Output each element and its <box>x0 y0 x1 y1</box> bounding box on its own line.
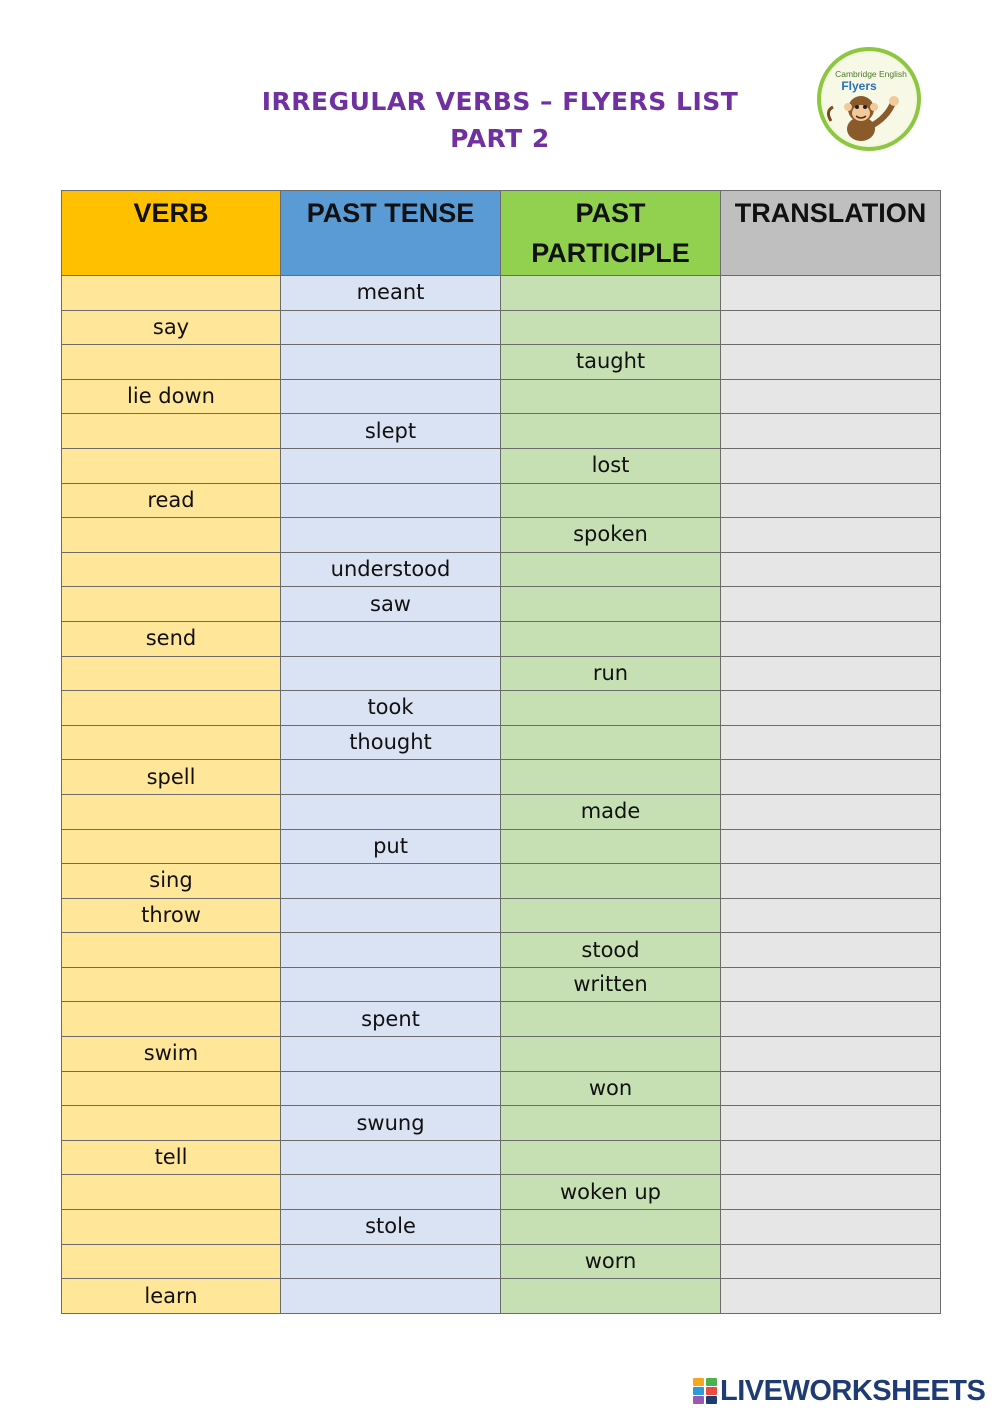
verb-cell[interactable] <box>62 1071 281 1106</box>
past-participle-cell[interactable] <box>501 725 721 760</box>
past-tense-cell: stole <box>281 1210 501 1245</box>
translation-cell[interactable] <box>721 621 941 656</box>
past-participle-cell[interactable] <box>501 691 721 726</box>
table-row <box>62 933 941 968</box>
past-tense-cell[interactable] <box>281 1279 501 1314</box>
table-row <box>62 1071 941 1106</box>
verb-cell[interactable] <box>62 829 281 864</box>
verb-cell[interactable] <box>62 552 281 587</box>
verb-cell[interactable] <box>62 414 281 449</box>
brand-name: LIVEWORKSHEETS <box>720 1375 986 1407</box>
translation-cell[interactable] <box>721 518 941 553</box>
table-row <box>62 829 941 864</box>
verb-cell[interactable] <box>62 345 281 380</box>
past-tense-cell[interactable] <box>281 448 501 483</box>
past-tense-cell[interactable] <box>281 933 501 968</box>
table-row <box>62 967 941 1002</box>
table-row <box>62 1279 941 1314</box>
verb-cell[interactable] <box>62 1175 281 1210</box>
table-header-row <box>62 191 941 276</box>
translation-cell[interactable] <box>721 1037 941 1072</box>
past-tense-cell[interactable] <box>281 379 501 414</box>
table-row <box>62 898 941 933</box>
verb-cell[interactable] <box>62 725 281 760</box>
table-row <box>62 1037 941 1072</box>
table-row <box>62 310 941 345</box>
verb-cell[interactable] <box>62 794 281 829</box>
translation-cell[interactable] <box>721 276 941 311</box>
verb-cell[interactable] <box>62 1002 281 1037</box>
past-participle-cell: made <box>501 794 721 829</box>
verb-cell[interactable] <box>62 587 281 622</box>
past-participle-cell[interactable] <box>501 1106 721 1141</box>
table-row <box>62 1140 941 1175</box>
past-participle-cell: worn <box>501 1244 721 1279</box>
monkey-icon <box>821 51 917 147</box>
translation-cell[interactable] <box>721 345 941 380</box>
past-tense-cell[interactable] <box>281 794 501 829</box>
past-participle-cell[interactable] <box>501 414 721 449</box>
translation-cell[interactable] <box>721 794 941 829</box>
header-past-tense: PAST TENSE <box>281 191 501 276</box>
verb-cell[interactable] <box>62 691 281 726</box>
verb-cell[interactable] <box>62 448 281 483</box>
table-row <box>62 1210 941 1245</box>
header-past-participle-line2: PARTICIPLE <box>531 238 690 268</box>
translation-cell[interactable] <box>721 552 941 587</box>
liveworksheets-brand <box>693 1376 985 1406</box>
liveworksheets-logo-icon <box>693 1378 717 1404</box>
translation-cell[interactable] <box>721 1210 941 1245</box>
verb-cell: throw <box>62 898 281 933</box>
verb-cell[interactable] <box>62 1244 281 1279</box>
verb-cell[interactable] <box>62 656 281 691</box>
verb-cell[interactable] <box>62 967 281 1002</box>
cambridge-flyers-logo <box>817 47 921 151</box>
translation-cell[interactable] <box>721 1106 941 1141</box>
past-participle-cell[interactable] <box>501 1279 721 1314</box>
table-row <box>62 656 941 691</box>
past-participle-cell[interactable] <box>501 276 721 311</box>
irregular-verbs-table <box>61 190 941 1314</box>
past-tense-cell: understood <box>281 552 501 587</box>
past-participle-cell: woken up <box>501 1175 721 1210</box>
past-participle-cell[interactable] <box>501 829 721 864</box>
translation-cell[interactable] <box>721 414 941 449</box>
past-participle-cell[interactable] <box>501 310 721 345</box>
verb-cell: spell <box>62 760 281 795</box>
past-tense-cell[interactable] <box>281 483 501 518</box>
translation-cell[interactable] <box>721 933 941 968</box>
past-tense-cell[interactable] <box>281 621 501 656</box>
translation-cell[interactable] <box>721 1071 941 1106</box>
table-row <box>62 621 941 656</box>
translation-cell[interactable] <box>721 829 941 864</box>
verb-cell[interactable] <box>62 1106 281 1141</box>
translation-cell[interactable] <box>721 691 941 726</box>
translation-cell[interactable] <box>721 967 941 1002</box>
verb-cell: swim <box>62 1037 281 1072</box>
past-participle-cell[interactable] <box>501 760 721 795</box>
translation-cell[interactable] <box>721 310 941 345</box>
table-row <box>62 518 941 553</box>
past-participle-cell: taught <box>501 345 721 380</box>
past-participle-cell: won <box>501 1071 721 1106</box>
verb-cell[interactable] <box>62 518 281 553</box>
past-participle-cell[interactable] <box>501 1037 721 1072</box>
past-tense-cell: spent <box>281 1002 501 1037</box>
past-tense-cell: swung <box>281 1106 501 1141</box>
verb-cell: send <box>62 621 281 656</box>
header-past-participle <box>501 191 721 276</box>
table-row <box>62 483 941 518</box>
past-participle-cell[interactable] <box>501 379 721 414</box>
past-participle-cell[interactable] <box>501 864 721 899</box>
verb-cell: lie down <box>62 379 281 414</box>
translation-cell[interactable] <box>721 725 941 760</box>
translation-cell[interactable] <box>721 379 941 414</box>
translation-cell[interactable] <box>721 1140 941 1175</box>
translation-cell[interactable] <box>721 483 941 518</box>
table-row <box>62 1002 941 1037</box>
table-row <box>62 864 941 899</box>
table-body <box>62 276 941 1314</box>
translation-cell[interactable] <box>721 1002 941 1037</box>
table-row <box>62 345 941 380</box>
verb-cell: sing <box>62 864 281 899</box>
translation-cell[interactable] <box>721 1175 941 1210</box>
header-past-participle-line1: PAST <box>575 198 646 228</box>
translation-cell[interactable] <box>721 898 941 933</box>
verb-cell: tell <box>62 1140 281 1175</box>
table-row <box>62 448 941 483</box>
table-row <box>62 587 941 622</box>
table-row <box>62 794 941 829</box>
past-tense-cell[interactable] <box>281 1037 501 1072</box>
past-tense-cell[interactable] <box>281 656 501 691</box>
past-tense-cell[interactable] <box>281 310 501 345</box>
table-row <box>62 725 941 760</box>
past-tense-cell: thought <box>281 725 501 760</box>
past-tense-cell: took <box>281 691 501 726</box>
table-row <box>62 760 941 795</box>
past-tense-cell[interactable] <box>281 1140 501 1175</box>
translation-cell[interactable] <box>721 448 941 483</box>
table-row <box>62 691 941 726</box>
past-participle-cell[interactable] <box>501 587 721 622</box>
past-participle-cell: run <box>501 656 721 691</box>
past-participle-cell[interactable] <box>501 1210 721 1245</box>
past-tense-cell: slept <box>281 414 501 449</box>
past-participle-cell[interactable] <box>501 898 721 933</box>
past-tense-cell: put <box>281 829 501 864</box>
translation-cell[interactable] <box>721 587 941 622</box>
translation-cell[interactable] <box>721 1244 941 1279</box>
verb-cell[interactable] <box>62 933 281 968</box>
verb-cell: say <box>62 310 281 345</box>
past-participle-cell[interactable] <box>501 552 721 587</box>
logo-text-line1: Cambridge English <box>835 69 907 79</box>
past-tense-cell[interactable] <box>281 345 501 380</box>
past-tense-cell[interactable] <box>281 864 501 899</box>
table-row <box>62 414 941 449</box>
table-row <box>62 1175 941 1210</box>
header-translation: TRANSLATION <box>721 191 941 276</box>
verb-cell: learn <box>62 1279 281 1314</box>
translation-cell[interactable] <box>721 760 941 795</box>
past-tense-cell[interactable] <box>281 1175 501 1210</box>
past-participle-cell: written <box>501 967 721 1002</box>
past-tense-cell[interactable] <box>281 518 501 553</box>
past-tense-cell[interactable] <box>281 1244 501 1279</box>
past-participle-cell[interactable] <box>501 621 721 656</box>
past-tense-cell[interactable] <box>281 760 501 795</box>
page-subtitle: PART 2 <box>450 124 550 153</box>
header-verb: VERB <box>62 191 281 276</box>
past-tense-cell: meant <box>281 276 501 311</box>
past-tense-cell[interactable] <box>281 898 501 933</box>
table-row <box>62 276 941 311</box>
verb-cell: read <box>62 483 281 518</box>
translation-cell[interactable] <box>721 1279 941 1314</box>
table-row <box>62 1244 941 1279</box>
past-participle-cell[interactable] <box>501 1002 721 1037</box>
past-participle-cell: lost <box>501 448 721 483</box>
logo-text-line2: Flyers <box>841 79 877 93</box>
past-participle-cell: stood <box>501 933 721 968</box>
table-row <box>62 1106 941 1141</box>
past-participle-cell[interactable] <box>501 483 721 518</box>
past-tense-cell: saw <box>281 587 501 622</box>
verb-cell[interactable] <box>62 1210 281 1245</box>
translation-cell[interactable] <box>721 656 941 691</box>
past-tense-cell[interactable] <box>281 1071 501 1106</box>
past-participle-cell[interactable] <box>501 1140 721 1175</box>
table-row <box>62 379 941 414</box>
past-participle-cell: spoken <box>501 518 721 553</box>
past-tense-cell[interactable] <box>281 967 501 1002</box>
verb-cell[interactable] <box>62 276 281 311</box>
page-title: IRREGULAR VERBS – FLYERS LIST <box>261 87 739 116</box>
translation-cell[interactable] <box>721 864 941 899</box>
table-row <box>62 552 941 587</box>
